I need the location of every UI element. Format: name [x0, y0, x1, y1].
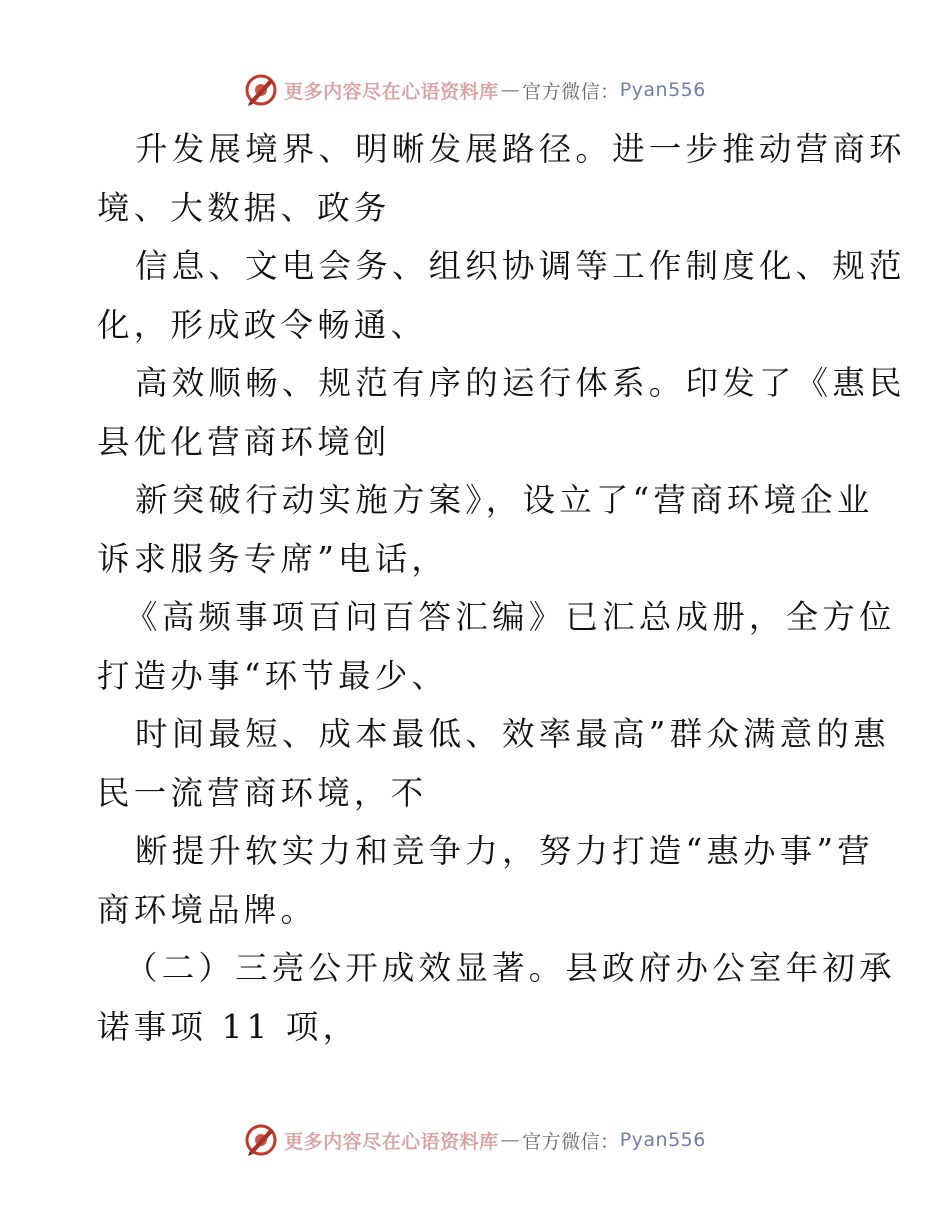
- body-paragraphs: [97, 120, 906, 1056]
- text-line: 新突破行动实施方案》，设立了“营商环境企业: [135, 481, 874, 519]
- footer-watermark: [0, 1120, 950, 1160]
- text-line: 断提升软实力和竞争力，努力打造“惠办事”营: [135, 832, 874, 870]
- text-line: 《高频事项百问百答汇编》已汇总成册，全方位: [125, 598, 896, 636]
- text-line: 诺事项 11 项，: [97, 1007, 360, 1046]
- watermark-separator: —: [500, 79, 521, 101]
- text-line: 高效顺畅、规范有序的运行体系。印发了《惠民: [135, 364, 906, 402]
- watermark-wechat-id: Pyan556: [619, 79, 706, 101]
- watermark-separator: —: [500, 1129, 521, 1151]
- text-line: 商环境品牌。: [97, 890, 318, 929]
- text-line: 县优化营商环境创: [97, 422, 391, 461]
- text-line: 诉求服务专席”电话，: [97, 539, 449, 578]
- watermark-wechat-id: Pyan556: [619, 1129, 706, 1151]
- text-line: 民一流营商环境，不: [97, 773, 428, 812]
- text-line: 时间最短、成本最低、效率最高”群众满意的惠: [135, 715, 890, 753]
- header-watermark: [0, 70, 950, 110]
- text-line: 化，形成政令畅通、: [97, 305, 428, 344]
- watermark-main-text: 更多内容尽在心语资料库: [284, 1130, 499, 1153]
- text-line: 境、大数据、政务: [97, 188, 391, 227]
- watermark-wechat-label: 官方微信：: [522, 1130, 620, 1153]
- text-line: 升发展境界、明晰发展路径。进一步推动营商环: [135, 130, 906, 168]
- watermark-main-text: 更多内容尽在心语资料库: [284, 80, 499, 103]
- text-line: 信息、文电会务、组织协调等工作制度化、规范: [135, 247, 906, 285]
- text-line: 打造办事“环节最少、: [97, 656, 449, 695]
- text-line: （二）三亮公开成效显著。县政府办公室年初承: [125, 949, 896, 987]
- watermark-wechat-label: 官方微信：: [522, 80, 620, 103]
- pen-logo-icon: [244, 73, 278, 107]
- pen-logo-icon: [244, 1123, 278, 1157]
